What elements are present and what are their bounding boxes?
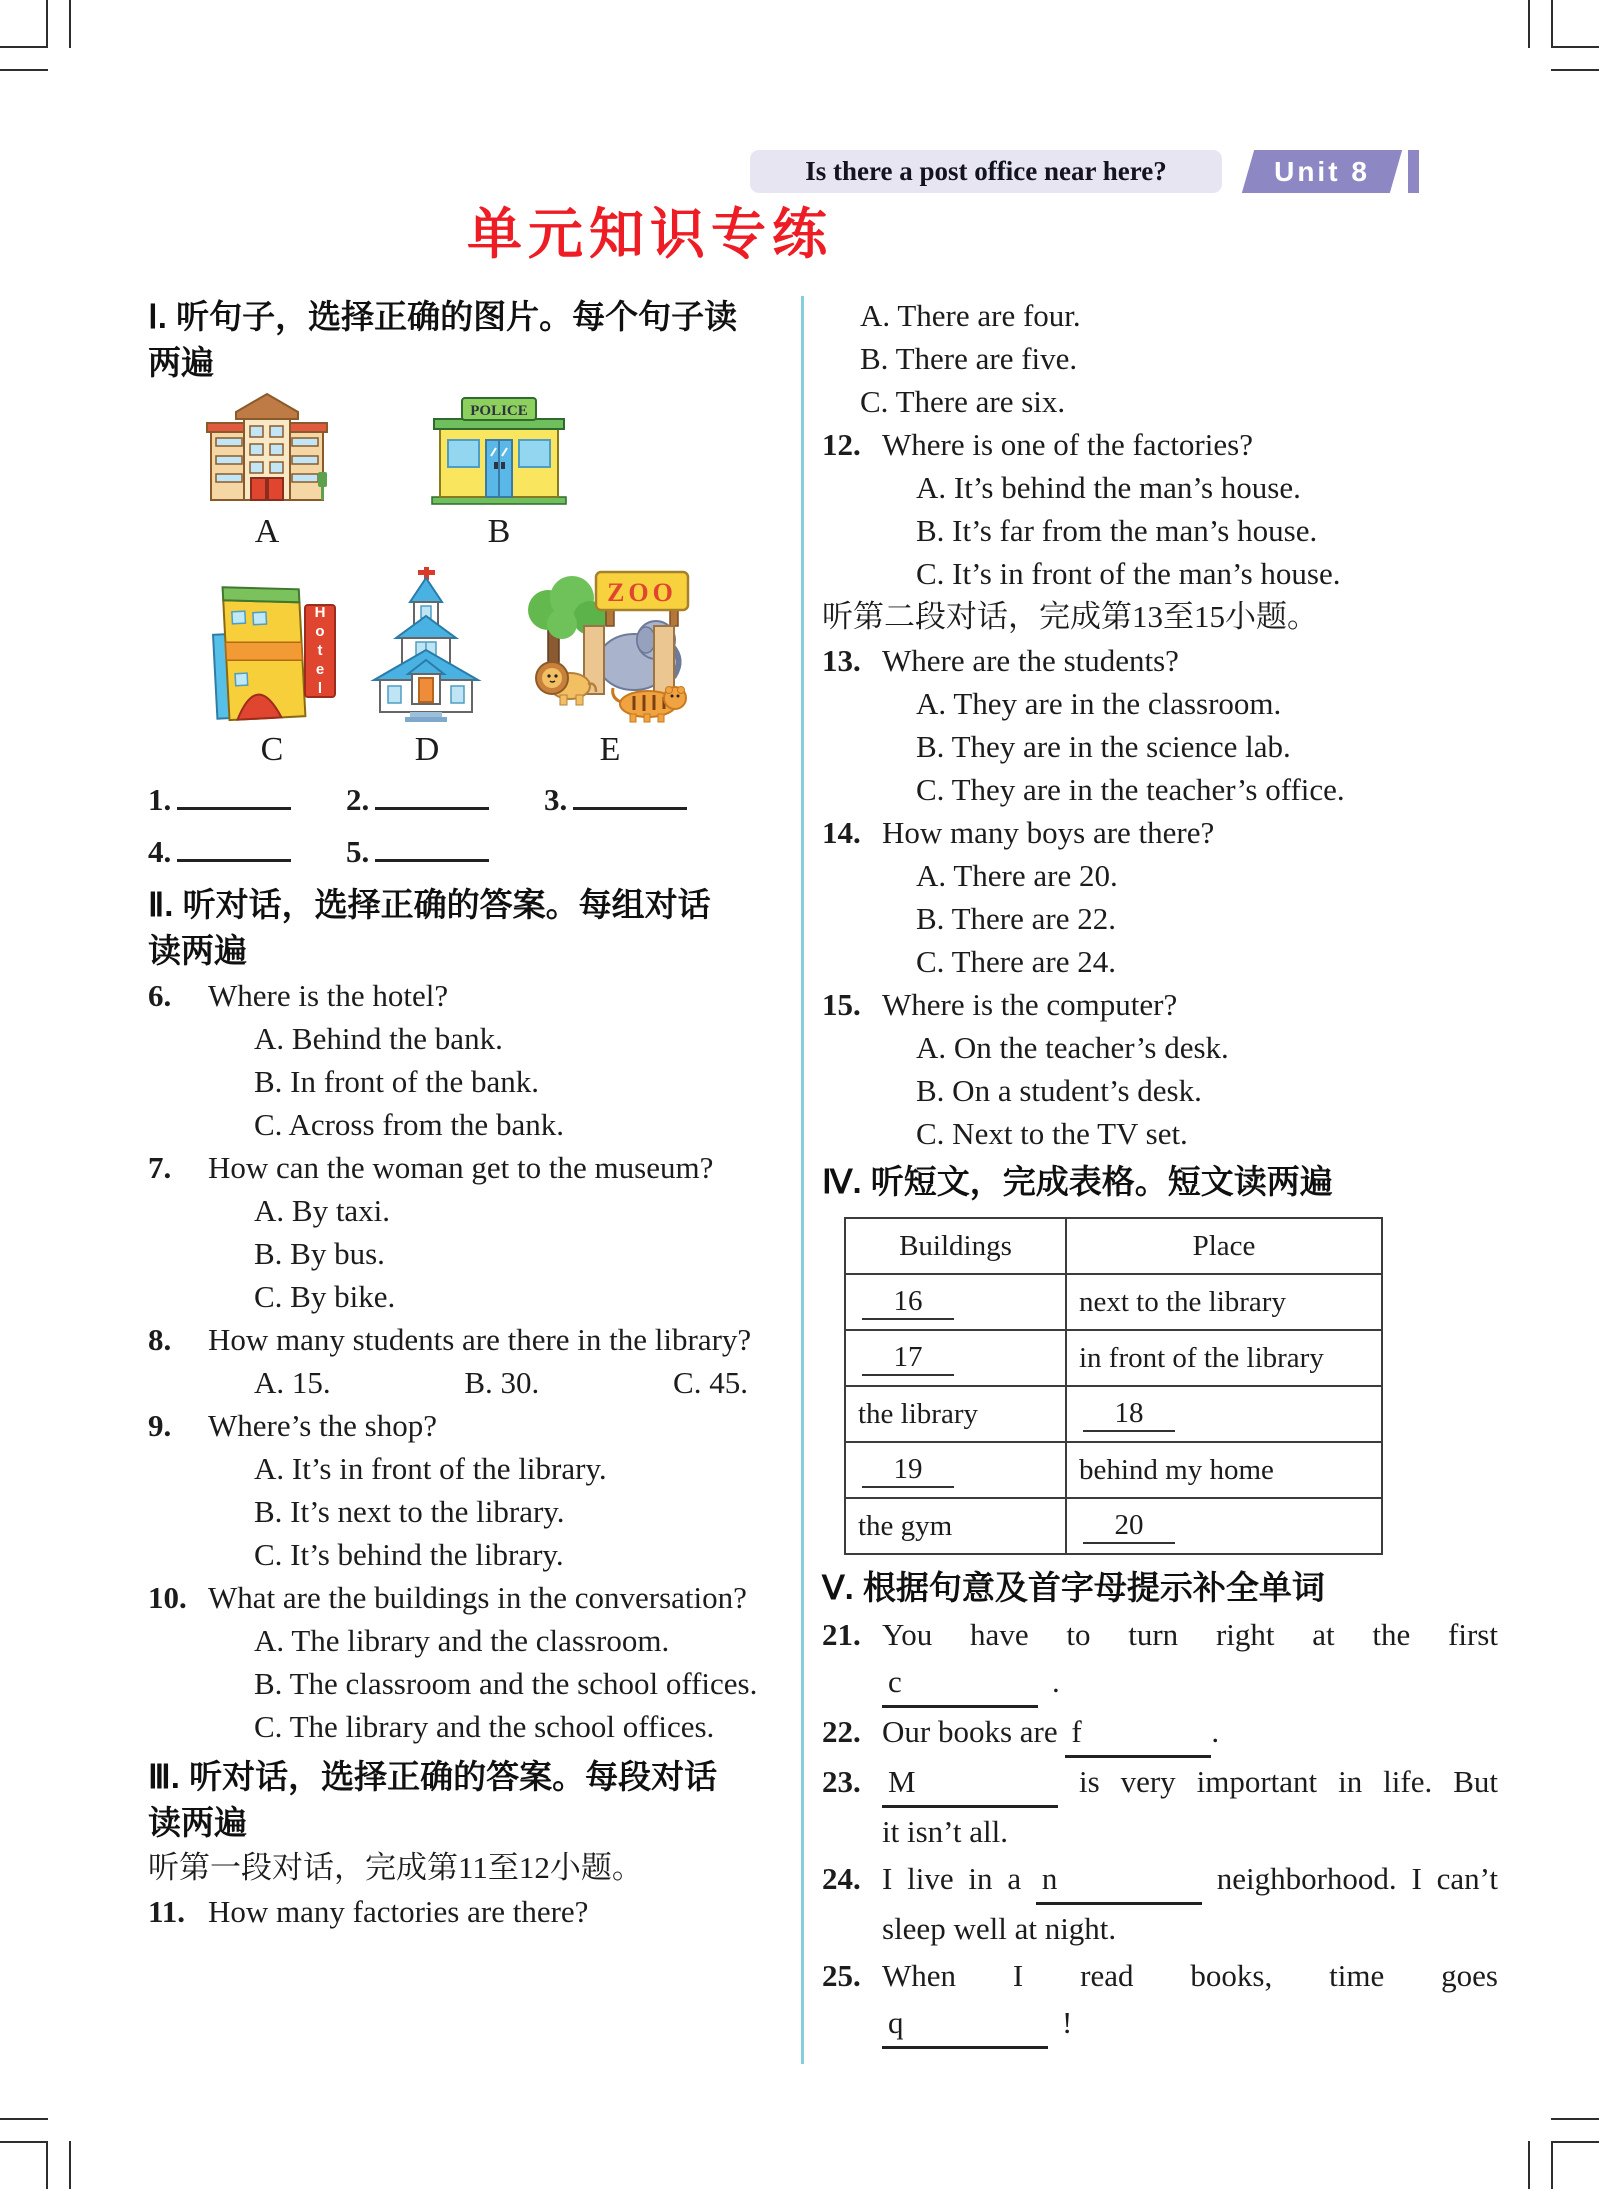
sentence-start: Our books are [882, 1714, 1066, 1749]
question-14 [822, 811, 1498, 983]
option-a: A. They are in the classroom. [916, 686, 1282, 721]
word-blank-q: q [882, 1999, 1048, 2049]
sentence-end: ! [1062, 2005, 1073, 2040]
crop-mark [0, 2141, 48, 2143]
table-row [845, 1442, 1382, 1498]
crop-mark [1551, 0, 1553, 48]
question-text: How many boys are there? [882, 815, 1215, 850]
picture-label-a: A [254, 513, 280, 550]
picture-row-1 [206, 392, 808, 550]
question-text: Where is the hotel? [208, 978, 449, 1013]
sentence-start: I live in a [882, 1861, 1036, 1896]
sentence-line [882, 1758, 1498, 1808]
question-body [882, 811, 1498, 983]
option-a: A. It’s behind the man’s house. [916, 470, 1301, 505]
table-cell-place: in front of the library [1066, 1330, 1382, 1386]
question-number: 24. [822, 1861, 861, 1896]
answer-line [177, 853, 291, 862]
left-column [148, 294, 808, 1933]
option-b: B. On a student’s desk. [916, 1073, 1202, 1108]
picture-option-d [370, 566, 484, 768]
listening-table [844, 1217, 1383, 1555]
question-11-option-c: C. There are six. [860, 384, 1066, 419]
option-b: B. In front of the bank. [254, 1064, 539, 1099]
zoo-sign-text: ZOO [607, 578, 677, 607]
unit-badge [1242, 150, 1402, 193]
sentence-line [882, 1999, 1498, 2049]
table-cell-place: behind my home [1066, 1442, 1382, 1498]
question-9 [148, 1404, 808, 1576]
table-blank-16: 16 [862, 1285, 954, 1320]
option-a: A. There are 20. [916, 858, 1118, 893]
question-body [882, 639, 1498, 811]
table-blank-18: 18 [1083, 1397, 1175, 1432]
answer-blank-5 [346, 832, 544, 872]
question-number: 15. [822, 987, 861, 1022]
question-text: Where is the computer? [882, 987, 1178, 1022]
word-item-25 [822, 1952, 1498, 2049]
table-header-buildings: Buildings [845, 1218, 1066, 1274]
table-header-row [845, 1218, 1382, 1274]
option-b: B. The classroom and the school offices. [254, 1666, 758, 1701]
table-cell-blank [845, 1274, 1066, 1330]
word-item-body [882, 1952, 1498, 2049]
option-b: B. It’s next to the library. [254, 1494, 565, 1529]
option-b: B. By bus. [254, 1236, 385, 1271]
question-7 [148, 1146, 808, 1318]
question-number: 25. [822, 1958, 861, 1993]
picture-label-e: E [599, 731, 621, 768]
word-item-body [882, 1708, 1498, 1758]
sentence-line: sleep well at night. [882, 1911, 1117, 1946]
picture-option-a [206, 392, 328, 550]
sentence-line: You have to turn right at the first [882, 1617, 1498, 1652]
question-body [208, 1890, 808, 1933]
option-a: A. On the teacher’s desk. [916, 1030, 1229, 1065]
option-a: A. The library and the classroom. [254, 1623, 670, 1658]
word-item-22 [822, 1708, 1498, 1758]
question-body [208, 1404, 808, 1576]
section-3-heading: Ⅲ. 听对话，选择正确的答案。每段对话读两遍 [148, 1758, 718, 1841]
option-c: C. The library and the school offices. [254, 1709, 715, 1744]
word-item-23 [822, 1758, 1498, 1855]
question-number: 7. [148, 1150, 172, 1185]
police-sign-text: POLICE [470, 403, 528, 419]
question-body [208, 974, 808, 1146]
question-number: 21. [822, 1617, 861, 1652]
table-row [845, 1386, 1382, 1442]
question-number: 6. [148, 978, 172, 1013]
sentence-middle: neighborhood. I can’t [1201, 1861, 1498, 1896]
question-number: 23. [822, 1764, 861, 1799]
word-item-body [882, 1855, 1498, 1952]
option-c: C. They are in the teacher’s office. [916, 772, 1345, 807]
picture-options [148, 392, 808, 768]
sentence-line [882, 1855, 1498, 1905]
answer-line [177, 801, 291, 810]
question-15 [822, 983, 1498, 1155]
table-row [845, 1330, 1382, 1386]
section-1-heading: Ⅰ. 听句子，选择正确的图片。每个句子读两遍 [148, 298, 738, 381]
crop-mark [69, 0, 71, 48]
unit-badge-bar [1408, 150, 1419, 193]
table-cell-building: the library [845, 1386, 1066, 1442]
question-11 [148, 1890, 808, 1933]
section-4-heading: Ⅳ. 听短文，完成表格。短文读两遍 [822, 1163, 1333, 1200]
question-11-option-b: B. There are five. [860, 341, 1078, 376]
sentence-line [882, 1708, 1498, 1758]
option-a: A. Behind the bank. [254, 1021, 503, 1056]
question-body [208, 1576, 808, 1748]
option-a: A. By taxi. [254, 1193, 391, 1228]
table-blank-17: 17 [862, 1341, 954, 1376]
church-picture [370, 566, 484, 724]
question-text: How many factories are there? [208, 1894, 589, 1929]
word-blank-n: n [1036, 1855, 1202, 1905]
picture-option-e [518, 566, 702, 768]
unit-badge-label: Unit 8 [1274, 155, 1370, 187]
police-station-picture [430, 396, 568, 506]
question-8 [148, 1318, 808, 1404]
table-cell-blank [1066, 1386, 1382, 1442]
question-number: 22. [822, 1714, 861, 1749]
section-5-heading: Ⅴ. 根据句意及首字母提示补全单词 [822, 1569, 1325, 1606]
question-text: Where is one of the factories? [882, 427, 1253, 462]
dialogue-2-note: 听第二段对话，完成第13至15小题。 [822, 599, 1318, 634]
crop-mark [1528, 0, 1530, 48]
blank-number: 3. [544, 782, 568, 817]
answer-blanks-row-2 [148, 832, 808, 872]
answer-line [375, 853, 489, 862]
sentence-end: . [1052, 1664, 1060, 1699]
word-blank-f: f [1065, 1708, 1211, 1758]
question-body [208, 1146, 808, 1318]
crop-mark [69, 2141, 71, 2189]
school-building-picture [206, 392, 328, 506]
crop-mark [46, 0, 48, 48]
sentence-end: . [1211, 1714, 1220, 1749]
word-item-body [882, 1611, 1498, 1708]
table-row [845, 1498, 1382, 1554]
question-text: What are the buildings in the conversation? [208, 1580, 747, 1615]
question-text: How many students are there in the library? [208, 1322, 752, 1357]
answer-line [573, 801, 687, 810]
question-10 [148, 1576, 808, 1748]
picture-label-b: B [487, 513, 511, 550]
sentence-line: it isn’t all. [882, 1814, 1009, 1849]
crop-mark [0, 2118, 48, 2120]
option-b: B. There are 22. [916, 901, 1116, 936]
answer-blank-2 [346, 780, 544, 820]
question-11-option-a: A. There are four. [860, 298, 1081, 333]
sentence-line: When I read books, time goes [882, 1958, 1498, 1993]
option-c: C. Next to the TV set. [916, 1116, 1188, 1151]
option-a: A. 15. [254, 1365, 331, 1400]
picture-label-d: D [414, 731, 440, 768]
section-2-heading: Ⅱ. 听对话，选择正确的答案。每组对话读两遍 [148, 886, 711, 969]
crop-mark [1551, 2118, 1599, 2120]
answer-line [375, 801, 489, 810]
option-c: C. By bike. [254, 1279, 396, 1314]
question-number: 14. [822, 815, 861, 850]
right-column [822, 294, 1498, 2049]
crop-mark [46, 2141, 48, 2189]
word-item-21 [822, 1611, 1498, 1708]
dialogue-1-note: 听第一段对话，完成第11至12小题。 [148, 1850, 643, 1885]
question-text: How can the woman get to the museum? [208, 1150, 714, 1185]
answer-blank-3 [544, 780, 742, 820]
word-item-24 [822, 1855, 1498, 1952]
blank-number: 4. [148, 834, 172, 869]
answer-blanks-row-1 [148, 780, 808, 820]
table-cell-building: the gym [845, 1498, 1066, 1554]
option-a: A. It’s in front of the library. [254, 1451, 607, 1486]
crop-mark [1551, 2141, 1599, 2143]
question-number: 9. [148, 1408, 172, 1443]
picture-label-c: C [260, 731, 284, 768]
lesson-title-pill [750, 150, 1222, 193]
picture-option-b [430, 396, 568, 550]
table-cell-blank [1066, 1498, 1382, 1554]
option-c: C. It’s behind the library. [254, 1537, 564, 1572]
question-12 [822, 423, 1498, 595]
option-b: B. They are in the science lab. [916, 729, 1291, 764]
option-b: B. It’s far from the man’s house. [916, 513, 1318, 548]
lesson-title: Is there a post office near here? [805, 156, 1167, 186]
blank-number: 2. [346, 782, 370, 817]
question-13 [822, 639, 1498, 811]
question-number: 10. [148, 1580, 187, 1615]
picture-option-c [208, 572, 336, 768]
word-blank-m: M [882, 1758, 1058, 1808]
inline-options [208, 1361, 808, 1404]
question-body [882, 983, 1498, 1155]
table-blank-19: 19 [862, 1453, 954, 1488]
crop-mark [1551, 2141, 1553, 2189]
crop-mark [1528, 2141, 1530, 2189]
hotel-sign-text: Hotel [304, 604, 336, 698]
option-c: C. There are 24. [916, 944, 1116, 979]
question-body [208, 1318, 808, 1404]
question-text: Where are the students? [882, 643, 1179, 678]
word-blank-c: c [882, 1658, 1038, 1708]
table-cell-blank [845, 1330, 1066, 1386]
question-number: 12. [822, 427, 861, 462]
crop-mark [1551, 69, 1599, 71]
table-row [845, 1274, 1382, 1330]
answer-blank-4 [148, 832, 346, 872]
crop-mark [0, 46, 48, 48]
table-cell-place: next to the library [1066, 1274, 1382, 1330]
table-header-place: Place [1066, 1218, 1382, 1274]
table-blank-20: 20 [1083, 1509, 1175, 1544]
zoo-picture [518, 566, 702, 724]
blank-number: 5. [346, 834, 370, 869]
blank-number: 1. [148, 782, 172, 817]
option-c: C. It’s in front of the man’s house. [916, 556, 1341, 591]
option-c: C. 45. [673, 1365, 748, 1400]
option-c: C. Across from the bank. [254, 1107, 564, 1142]
answer-blank-1 [148, 780, 346, 820]
question-text: Where’s the shop? [208, 1408, 437, 1443]
table-cell-blank [845, 1442, 1066, 1498]
page-title: 单元知识专练 [466, 203, 833, 265]
picture-row-2 [208, 566, 808, 768]
sentence-line [882, 1658, 1498, 1708]
question-number: 11. [148, 1894, 186, 1929]
question-number: 13. [822, 643, 861, 678]
crop-mark [0, 69, 48, 71]
question-6 [148, 974, 808, 1146]
word-item-body [882, 1758, 1498, 1855]
question-number: 8. [148, 1322, 172, 1357]
sentence-middle: is very important in life. But [1058, 1764, 1498, 1799]
option-b: B. 30. [464, 1365, 540, 1400]
question-body [882, 423, 1498, 595]
crop-mark [1551, 46, 1599, 48]
